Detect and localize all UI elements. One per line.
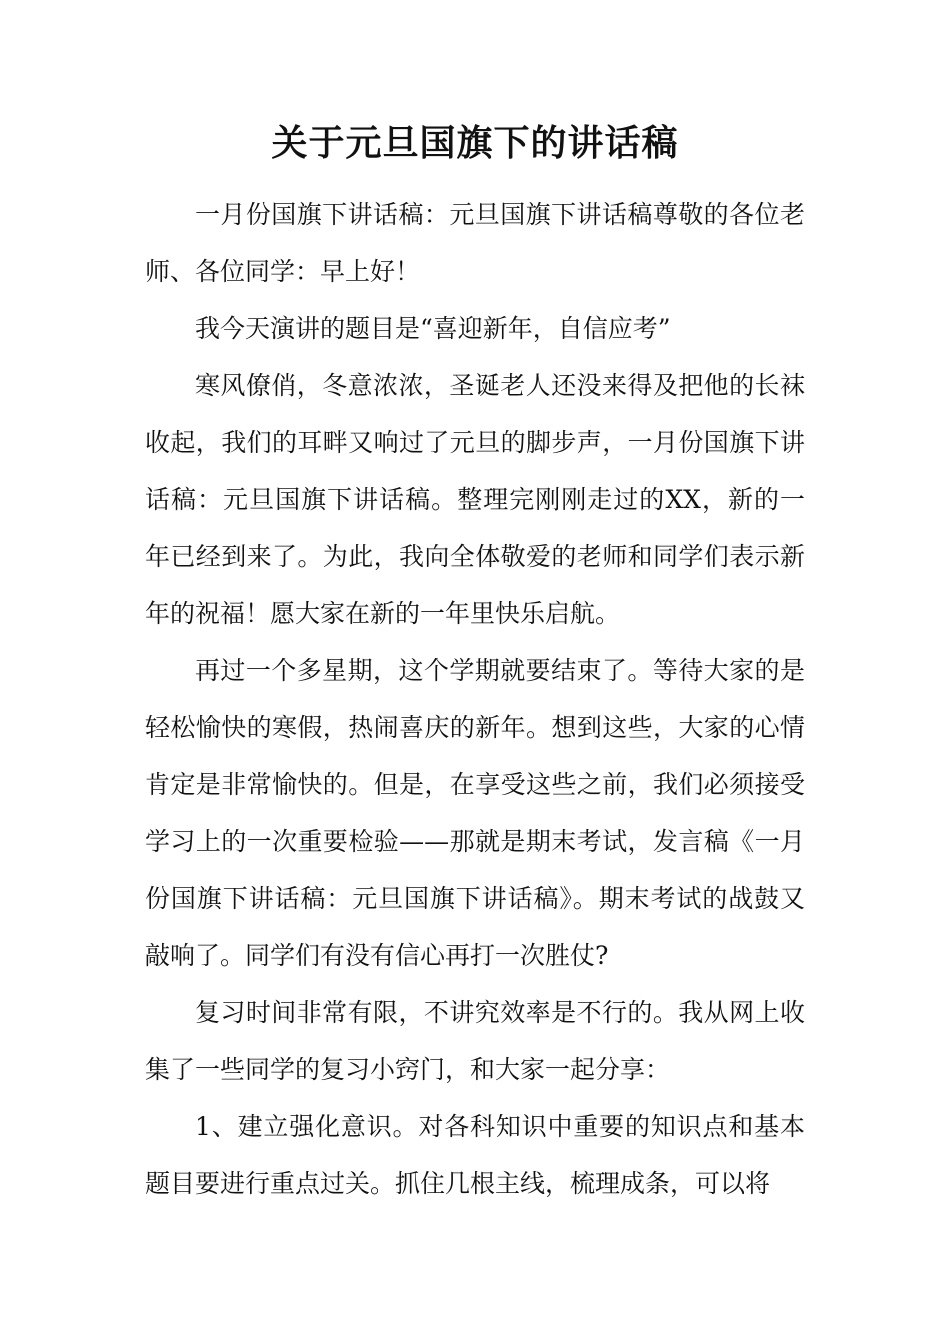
paragraph: 再过一个多星期，这个学期就要结束了。等待大家的是轻松愉快的寒假，热闹喜庆的新年。想到这些，大家的心情肯定是非常愉快的。但是，在享受这些之前，我们必须接受学习上的一次重要检验——那就是期末考试，发言稿《一月份国旗下讲话稿：元旦国旗下讲话稿》。期末考试的战鼓又敲响了。同学们有没有信心再打一次胜仗? bbox=[145, 656, 805, 970]
paragraph: 一月份国旗下讲话稿：元旦国旗下讲话稿尊敬的各位老师、各位同学：早上好！ bbox=[145, 200, 805, 286]
paragraph: 寒风僚俏，冬意浓浓，圣诞老人还没来得及把他的长袜收起，我们的耳畔又响过了元旦的脚步声，一月份国旗下讲话稿：元旦国旗下讲话稿。整理完刚刚走过的XX，新的一年已经到来了。为此，我向全体敬爱的老师和同学们表示新年的祝福！愿大家在新的一年里快乐启航。 bbox=[145, 371, 805, 628]
paragraph: 我今天演讲的题目是“喜迎新年，自信应考” bbox=[195, 314, 671, 343]
document-title: 关于元旦国旗下的讲话稿 bbox=[271, 123, 679, 164]
paragraph: 1、建立强化意识。对各科知识中重要的知识点和基本题目要进行重点过关。抓住几根主线，梳理成条，可以将 bbox=[145, 1112, 805, 1198]
document-body bbox=[145, 186, 805, 1212]
paragraph: 复习时间非常有限，不讲究效率是不行的。我从网上收集了一些同学的复习小窍门，和大家一起分享： bbox=[145, 998, 805, 1084]
